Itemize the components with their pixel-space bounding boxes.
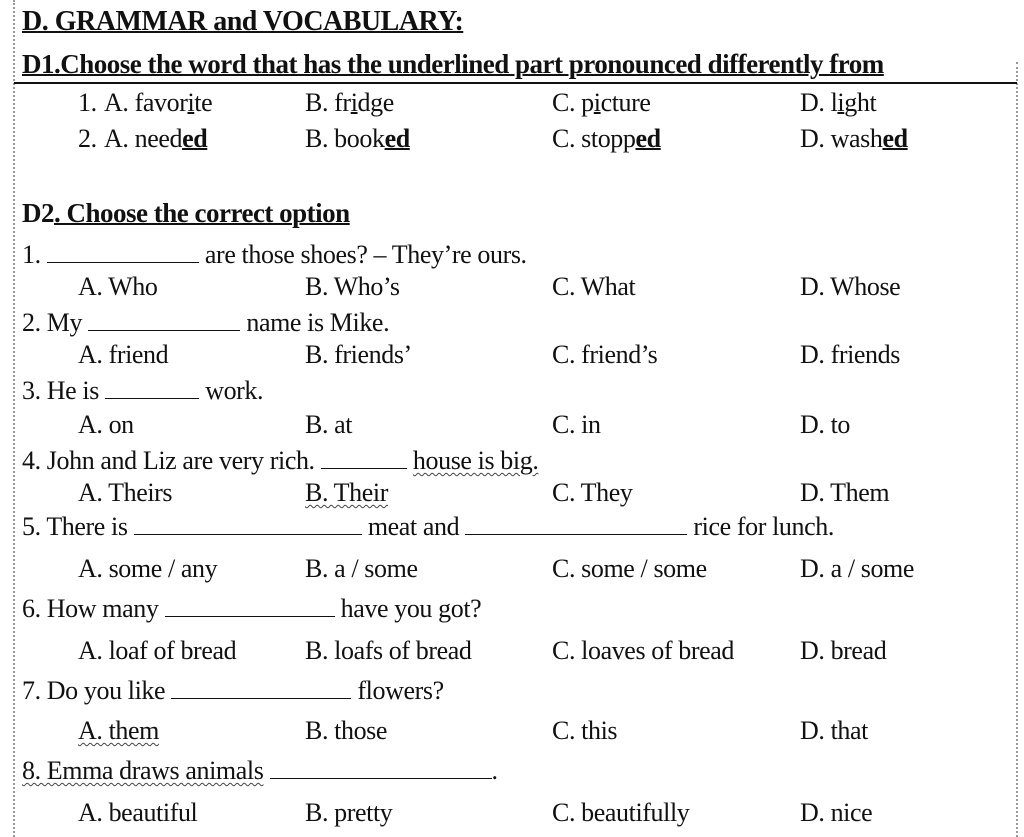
d2-q4-option-c[interactable]: C. They — [552, 478, 633, 507]
d2-q5-option-d[interactable]: D. a / some — [800, 554, 915, 583]
underlined-sound: ed — [182, 124, 208, 153]
d2-q7 — [22, 676, 444, 706]
d2-q1-option-b[interactable]: B. Who’s — [305, 272, 400, 301]
question-number: 1. — [22, 240, 41, 269]
d2-q7-option-d[interactable]: D. that — [800, 716, 868, 745]
option-letter: A. — [104, 124, 129, 153]
d2-q6-option-b[interactable]: B. loafs of bread — [305, 636, 472, 665]
d2-q1 — [22, 240, 527, 270]
answer-blank[interactable] — [171, 676, 351, 699]
d2-q3-option-b[interactable]: B. at — [305, 410, 353, 439]
d1-q2-option-d[interactable] — [800, 124, 908, 154]
answer-blank[interactable] — [165, 594, 335, 617]
option-letter: C. — [552, 124, 576, 153]
option-text: stopp — [581, 124, 636, 153]
question-text: house is big. — [412, 446, 539, 475]
question-text: . — [491, 756, 498, 785]
option-text: fr — [334, 88, 351, 117]
option-text: l — [830, 88, 838, 117]
d1-q1 — [78, 88, 97, 118]
d2-q1-option-d[interactable]: D. Whose — [800, 272, 901, 301]
question-number: 7. Do you like — [22, 676, 166, 705]
question-text: rice for lunch. — [693, 512, 834, 541]
d2-q2-option-c[interactable]: C. friend’s — [552, 340, 658, 369]
answer-blank-1[interactable] — [134, 512, 362, 535]
d2-title-rest: . Choose the correct option — [54, 198, 350, 228]
left-dotted-border — [13, 0, 16, 837]
d1-q1-option-a[interactable] — [104, 88, 212, 118]
option-text: need — [134, 124, 183, 153]
d2-q4-option-d[interactable]: D. Them — [800, 478, 890, 507]
answer-blank[interactable] — [47, 240, 199, 263]
option-text: p — [581, 88, 594, 117]
d2-q5-option-c[interactable]: C. some / some — [552, 554, 707, 583]
d1-q2-option-c[interactable] — [552, 124, 661, 154]
d1-q1-option-d[interactable] — [800, 88, 876, 118]
d2-q7-option-a[interactable] — [78, 716, 159, 746]
d1-q1-number: 1. — [78, 88, 97, 117]
option-letter: D. — [800, 88, 825, 117]
question-number: 8. Emma draws animals — [22, 756, 264, 785]
option-text: ght — [844, 88, 877, 117]
d2-q8-option-c[interactable]: C. beautifully — [552, 798, 690, 827]
d2-q8-option-b[interactable]: B. pretty — [305, 798, 393, 827]
d2-q6-option-d[interactable]: D. bread — [800, 636, 887, 665]
underlined-sound: ed — [635, 124, 661, 153]
question-text: meat and — [367, 512, 460, 541]
option-text: dge — [357, 88, 394, 117]
d2-q2-option-a[interactable]: A. friend — [78, 340, 169, 369]
question-text: have you got? — [340, 594, 482, 623]
right-dotted-border — [1016, 62, 1019, 837]
d1-q1-option-c[interactable] — [552, 88, 651, 118]
d2-q3 — [22, 376, 263, 406]
answer-blank[interactable] — [321, 446, 407, 469]
underlined-sound: i — [593, 88, 601, 117]
question-text: flowers? — [357, 676, 444, 705]
option-text: cture — [600, 88, 651, 117]
d2-q2-option-d[interactable]: D. friends — [800, 340, 900, 369]
answer-blank[interactable] — [105, 376, 199, 399]
d2-q5 — [22, 512, 834, 542]
section-heading: D. GRAMMAR and VOCABULARY: — [22, 6, 464, 37]
option-letter: D. — [800, 124, 825, 153]
option-letter: B. — [305, 88, 329, 117]
d2-q4-option-b[interactable]: B. Their — [305, 478, 388, 507]
d2-q6-option-a[interactable]: A. loaf of bread — [78, 636, 237, 665]
answer-blank[interactable] — [88, 308, 240, 331]
question-number: 4. John and Liz are very rich. — [22, 446, 315, 475]
d1-title: D1.Choose the word that has the underlined part pronounced differently from — [22, 49, 884, 79]
d2-title — [22, 198, 350, 229]
d2-q5-option-b[interactable]: B. a / some — [305, 554, 418, 583]
question-text: are those shoes? – They’re ours. — [204, 240, 527, 269]
answer-blank-2[interactable] — [465, 512, 687, 535]
option-text: A. them — [78, 716, 159, 745]
d2-q1-option-a[interactable]: A. Who — [78, 272, 158, 301]
d2-q1-option-c[interactable]: C. What — [552, 272, 636, 301]
d1-q2-number: 2. — [78, 124, 97, 153]
d1-q2 — [78, 124, 97, 154]
underlined-sound: ed — [384, 124, 410, 153]
d2-title-prefix: D2 — [22, 198, 54, 228]
option-letter: C. — [552, 88, 576, 117]
d1-title-rule — [14, 82, 1017, 84]
d2-q2-option-b[interactable]: B. friends’ — [305, 340, 412, 369]
answer-blank[interactable] — [270, 756, 492, 779]
d2-q8-option-d[interactable]: D. nice — [800, 798, 873, 827]
d2-q8-option-a[interactable]: A. beautiful — [78, 798, 198, 827]
d2-q3-option-a[interactable]: A. on — [78, 410, 134, 439]
d2-q3-option-d[interactable]: D. to — [800, 410, 851, 439]
underlined-sound: i — [837, 88, 845, 117]
d2-q4 — [22, 446, 538, 476]
d2-q6-option-c[interactable]: C. loaves of bread — [552, 636, 734, 665]
option-text: favor — [134, 88, 188, 117]
d1-q2-option-b[interactable] — [305, 124, 410, 154]
question-text: name is Mike. — [246, 308, 390, 337]
underlined-sound: i — [350, 88, 358, 117]
d2-q3-option-c[interactable]: C. in — [552, 410, 601, 439]
d2-q5-option-a[interactable]: A. some / any — [78, 554, 218, 583]
option-text: book — [334, 124, 385, 153]
d2-q6 — [22, 594, 481, 624]
d1-q1-option-b[interactable] — [305, 88, 394, 118]
underlined-sound: ed — [882, 124, 908, 153]
option-letter: A. — [104, 88, 129, 117]
question-number: 3. He is — [22, 376, 99, 405]
question-number: 2. My — [22, 308, 83, 337]
question-number: 5. There is — [22, 512, 128, 541]
d2-q7-option-c[interactable]: C. this — [552, 716, 618, 745]
d2-q8 — [22, 756, 498, 786]
d1-q2-option-a[interactable] — [104, 124, 207, 154]
d2-q7-option-b[interactable]: B. those — [305, 716, 388, 745]
d2-q2 — [22, 308, 389, 338]
underlined-sound: i — [187, 88, 195, 117]
option-letter: B. — [305, 124, 329, 153]
question-number: 6. How many — [22, 594, 159, 623]
d2-q4-option-a[interactable]: A. Theirs — [78, 478, 173, 507]
option-text: te — [194, 88, 213, 117]
question-text: work. — [205, 376, 264, 405]
option-text: wash — [830, 124, 883, 153]
